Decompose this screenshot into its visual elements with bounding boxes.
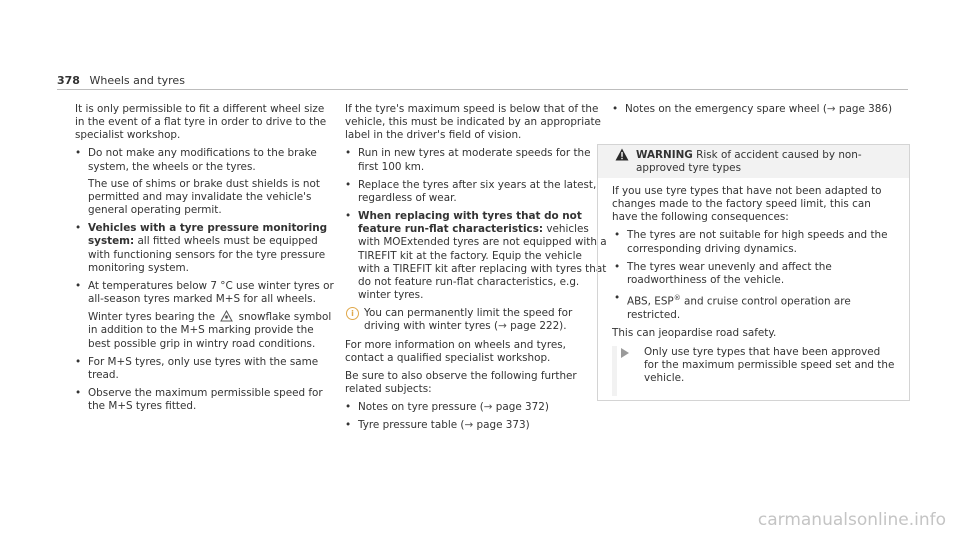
page-ref-link[interactable]: page 222).: [506, 320, 567, 333]
action-step: Only use tyre types that have been approved for the maximum permissible speed set and the vehicle.: [612, 346, 895, 385]
list-item: • Do not make any modifications to the brake system, the wheels or the tyres. The use of shims or brake dust shields is not permitted and may invalidate the vehicle's general operating permit.: [75, 147, 337, 217]
warning-header: [598, 145, 909, 178]
tip-note: i You can permanently limit the speed for driving with winter tyres (→ page 222).: [345, 307, 607, 333]
info-text: For more information on wheels and tyres, contact a qualified specialist workshop.: [345, 338, 566, 364]
list-item: • At temperatures below 7 °C use winter tyres or all-season tyres marked M+S for all wheels. Winter tyres bearing the snowflake symbol in addition to the M+S marking provide the best possible grip in wintry road conditions.: [75, 280, 337, 351]
arrow-icon: →: [483, 401, 493, 414]
intro-text: It is only permissible to fit a different wheel size in the event of a flat tyre in order to drive to the specialist workshop.: [75, 103, 327, 142]
list-item: • The tyres wear unevenly and affect the roadworthiness of the vehicle.: [614, 261, 895, 287]
list-item: • Tyre pressure table (→ page 373): [345, 419, 607, 432]
watermark: carmanualsonline.info: [757, 510, 946, 530]
play-arrow-icon: [621, 348, 629, 358]
page-ref-link[interactable]: page 386): [835, 103, 893, 115]
list-item: • Vehicles with a tyre pressure monitoring system: all fitted wheels must be equipped with functioning sensors for the tyre pressure monitoring system.: [75, 222, 337, 275]
warning-box: [597, 144, 910, 401]
snowflake-mountain-icon: [220, 310, 233, 322]
header-divider: [57, 89, 908, 90]
tip-icon: i: [346, 307, 359, 320]
arrow-icon: →: [498, 320, 507, 333]
page-ref-link[interactable]: page 373): [473, 419, 530, 432]
list-item: • Notes on tyre pressure (→ page 372): [345, 401, 607, 414]
column-1: [75, 103, 337, 418]
arrow-icon: →: [826, 103, 836, 115]
column-3: [612, 103, 909, 121]
safety-text: This can jeopardise road safety.: [612, 326, 777, 339]
list-item: • For M+S tyres, only use tyres with the same tread.: [75, 356, 337, 382]
page-number: 378: [57, 74, 80, 87]
list-item: • Notes on the emergency spare wheel (→ page 386): [612, 103, 909, 116]
arrow-icon: →: [464, 419, 474, 432]
list-item: • Replace the tyres after six years at the latest, regardless of wear.: [345, 179, 607, 205]
list-item: • The tyres are not suitable for high speeds and the corresponding driving dynamics.: [614, 229, 895, 255]
page-ref-link[interactable]: page 372): [492, 401, 549, 414]
list-item: • Run in new tyres at moderate speeds for the first 100 km.: [345, 147, 607, 173]
related-intro: Be sure to also observe the following further related subjects:: [345, 369, 577, 395]
section-title: Wheels and tyres: [89, 74, 185, 87]
warning-triangle-icon: [615, 148, 629, 161]
list-item: • Observe the maximum permissible speed for the M+S tyres fitted.: [75, 387, 337, 413]
list-item: • ABS, ESP® and cruise control operation are restricted.: [614, 292, 895, 322]
list-item: • When replacing with tyres that do not feature run-flat characteristics: vehicles with MOExtended tyres are not equipped with a TIREFIT kit at the factory. Equip the vehicle with a TIREFIT kit after replacing with tyres that do not feature run-flat characteristics, e.g. winter tyres.: [345, 210, 607, 302]
continued-text: If the tyre's maximum speed is below that of the vehicle, this must be indicated by an appropriate label in the driver's field of vision.: [345, 103, 601, 142]
column-2: [345, 103, 607, 437]
page-header: [57, 74, 185, 87]
warning-title: Risk of accident caused by non-approved tyre types: [636, 149, 862, 174]
warning-body: If you use tyre types that have not been adapted to changes made to the factory speed limit, this can have the following consequences: • The tyres are not suitable for high speeds and the corresponding driving dynamics. • The tyres wear unevenly and affect the roadworthiness of the vehicle. • ABS, ESP® and cruise control operation are restricted. This can jeopardise road safety. Only use tyre types that have been approved for the maximum permissible speed set and the vehicle.: [598, 178, 909, 386]
warning-label: WARNING: [636, 149, 693, 161]
